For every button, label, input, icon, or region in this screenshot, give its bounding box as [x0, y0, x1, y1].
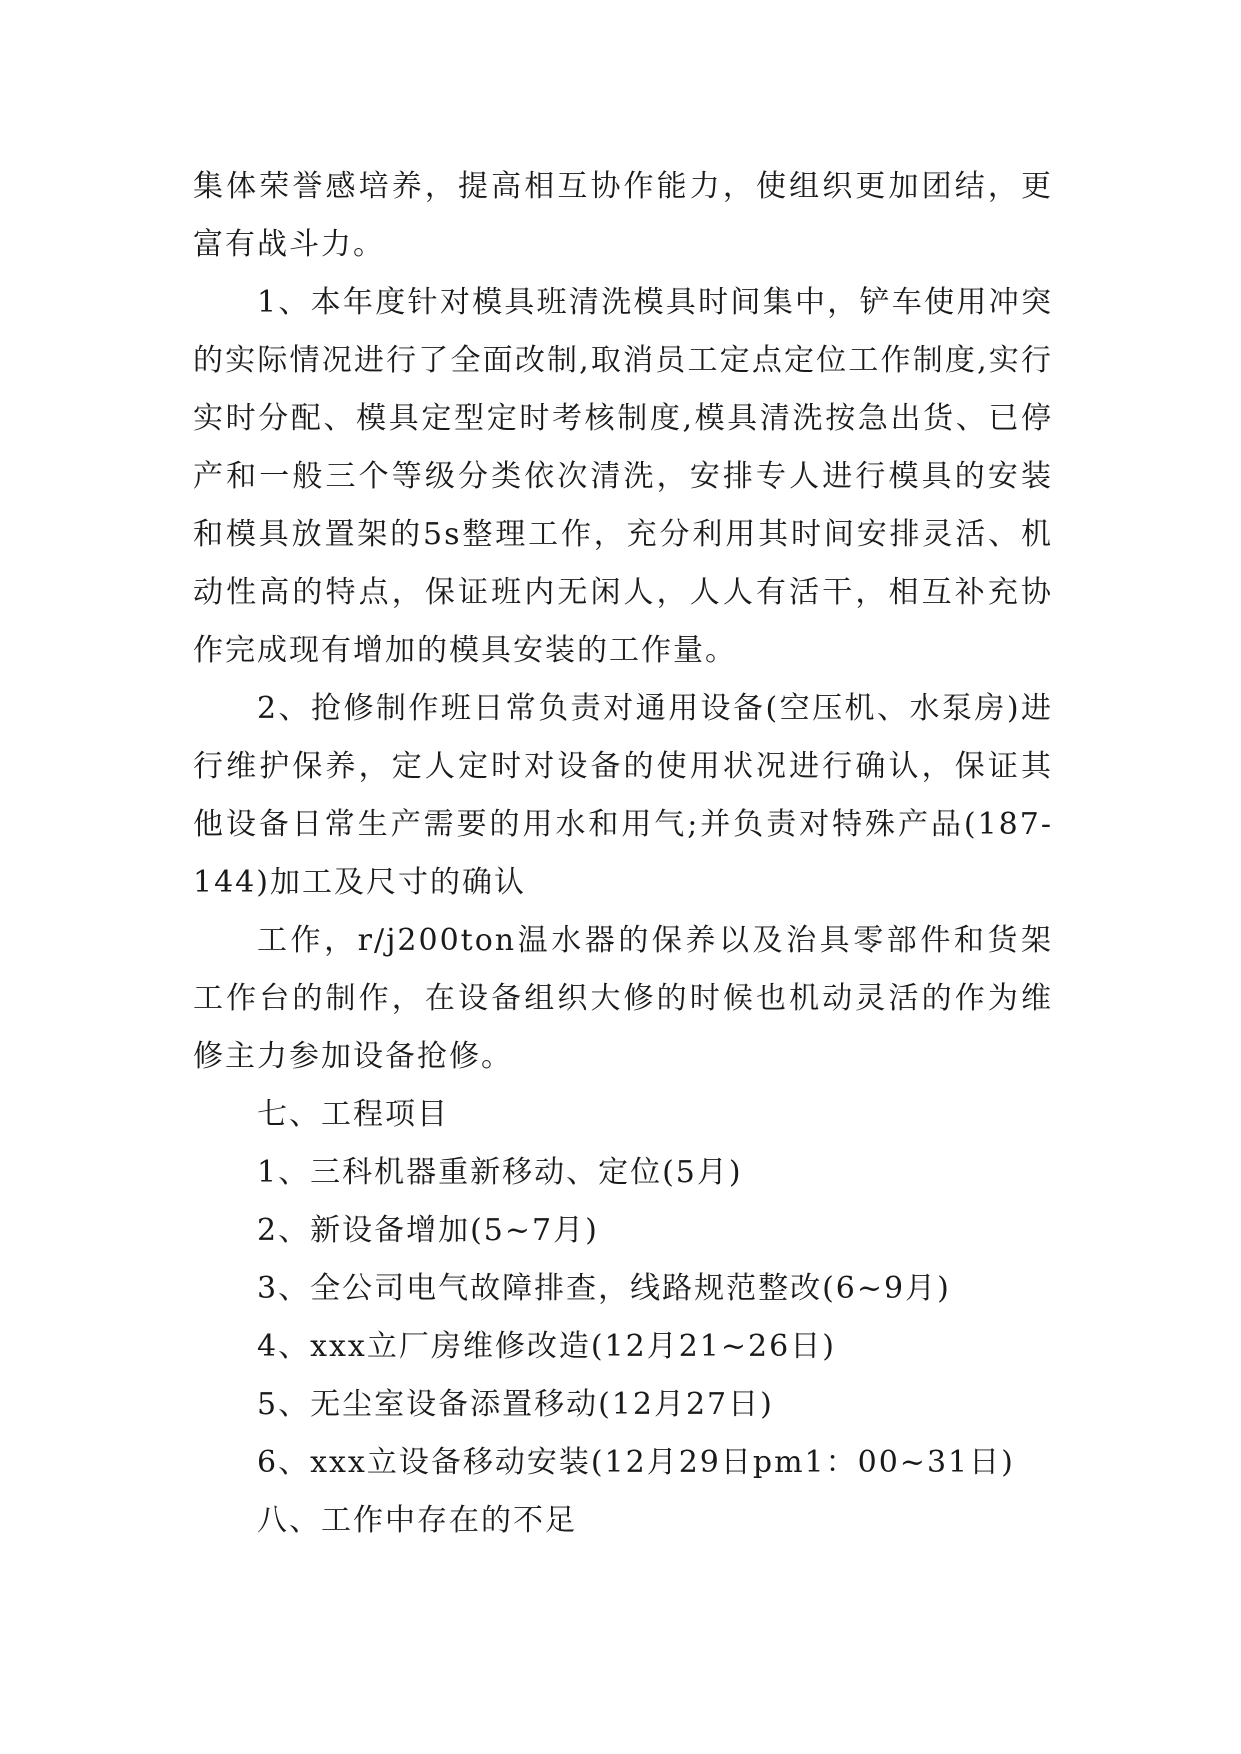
project-item-4: 4、xxx立厂房维修改造(12月21~26日) — [257, 1329, 836, 1364]
paragraph-2: 1、本年度针对模具班清洗模具时间集中，铲车使用冲突的实际情况进行了全面改制,取消员工定点定位工作制度,实行实时分配、模具定型定时考核制度,模具清洗按急出货、已停产和一般三个等级分类依次清洗，安排专人进行模具的安装和模具放置架的5s整理工作，充分利用其时间安排灵活、机动性高的特点，保证班内无闲人，人人有活干，相互补充协作完成现有增加的模具安装的工作量。 — [193, 285, 1053, 668]
project-item-3: 3、全公司电气故障排查，线路规范整改(6~9月) — [257, 1271, 951, 1306]
paragraph-4: 工作，r/j200ton温水器的保养以及治具零部件和货架工作台的制作，在设备组织大修的时候也机动灵活的作为维修主力参加设备抢修。 — [193, 923, 1053, 1074]
section-eight-heading: 八、工作中存在的不足 — [257, 1503, 577, 1538]
project-item-6: 6、xxx立设备移动安装(12月29日pm1：00~31日) — [257, 1445, 1015, 1480]
paragraph-1: 集体荣誉感培养，提高相互协作能力，使组织更加团结，更富有战斗力。 — [193, 169, 1053, 262]
document-body — [193, 158, 1053, 1550]
section-seven-heading: 七、工程项目 — [257, 1097, 449, 1132]
project-item-2: 2、新设备增加(5~7月) — [257, 1213, 599, 1248]
project-item-1: 1、三科机器重新移动、定位(5月) — [257, 1155, 743, 1190]
paragraph-3: 2、抢修制作班日常负责对通用设备(空压机、水泵房)进行维护保养，定人定时对设备的使用状况进行确认，保证其他设备日常生产需要的用水和用气;并负责对特殊产品(187-144)加工及尺寸的确认 — [193, 691, 1053, 900]
project-item-5: 5、无尘室设备添置移动(12月27日) — [257, 1387, 774, 1422]
